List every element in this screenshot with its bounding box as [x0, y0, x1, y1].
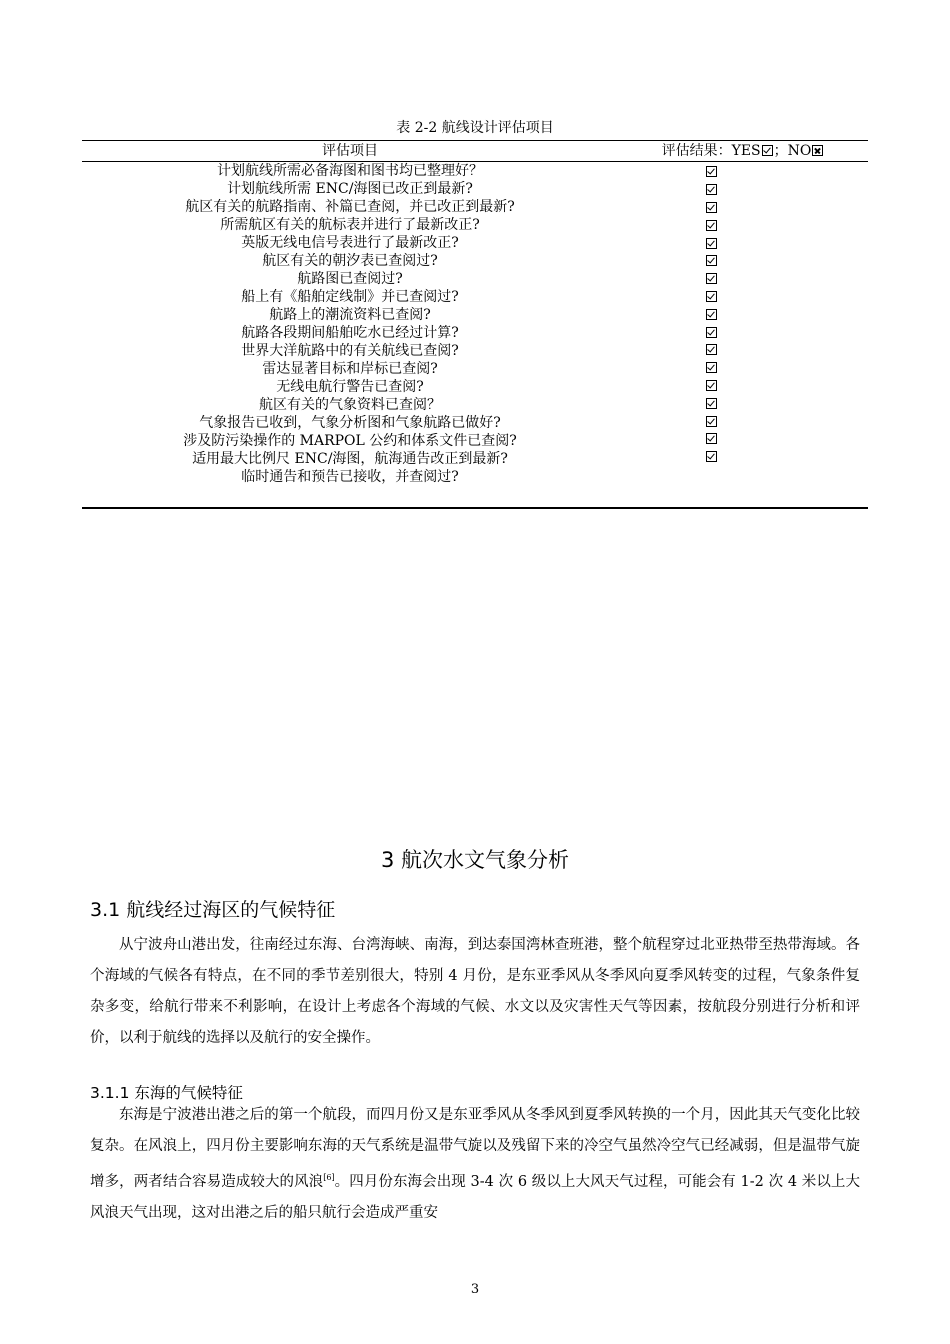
checked-box-icon: [706, 344, 717, 355]
header-result-prefix: 评估结果：YES: [661, 143, 761, 159]
table-row-item: 航区有关的航路指南、补篇已查阅，并已改正到最新?: [185, 199, 515, 215]
table-row-item: 无线电航行警告已查阅?: [276, 379, 424, 395]
table-row-item: 航区有关的气象资料已查阅？: [259, 397, 441, 413]
subsection-paragraph-part1: 东海是宁波港出港之后的第一个航段，而四月份又是东亚季风从冬季风到夏季风转换的一个月，因此其天气变化比较复杂。在风浪上，四月份主要影响东海的天气系统是温带气旋以及残留下来的冷空气虽然冷空气已经减弱，但是温带气旋增多，两者结合容易造成较大的风浪: [90, 1107, 860, 1190]
header-result-sep: ；NO: [773, 143, 812, 159]
table-row-result: [704, 430, 718, 448]
table-row-item: 涉及防污染操作的 MARPOL 公约和体系文件已查阅?: [183, 433, 517, 449]
table-top-rule: [82, 140, 868, 141]
citation-ref: [6]: [323, 1173, 335, 1182]
checked-box-icon: [706, 398, 717, 409]
table-row-item: 船上有《船舶定线制》并已查阅过?: [241, 289, 459, 305]
table-row-item: 世界大洋航路中的有关航线已查阅?: [241, 343, 459, 359]
checked-box-icon: [706, 202, 717, 213]
table-row-item: 雷达显著目标和岸标已查阅?: [262, 361, 438, 377]
section-paragraph: 从宁波舟山港出发，往南经过东海、台湾海峡、南海，到达泰国湾林查班港，整个航程穿过北亚热带至热带海域。各个海域的气候各有特点，在不同的季节差别很大，特别 4 月份，是东亚季风从冬季风向夏季风转变的过程，气象条件复杂多变，给航行带来不利影响，在设计上考虑各个海域的气候、水文以及灾害性天气等因素，按航段分别进行分析和评价，以利于航线的选择以及航行的安全操作。: [90, 937, 860, 1046]
table-row-item: 航路上的潮流资料已查阅?: [269, 307, 431, 323]
chapter-title: 3 航次水文气象分析: [380, 848, 570, 872]
table-row-result: [704, 323, 718, 341]
table-row-item: 航区有关的朝汐表已查阅过?: [262, 253, 438, 269]
table-row-item: 所需航区有关的航标表并进行了最新改正?: [220, 217, 480, 233]
checked-box-icon: [706, 327, 717, 338]
table-results: [704, 163, 718, 466]
checked-box-icon: [706, 220, 717, 231]
table-row-item: 航路图已查阅过?: [297, 271, 403, 287]
table-row-result: [704, 216, 718, 234]
table-row-result: [704, 377, 718, 395]
table-row-result: [704, 359, 718, 377]
table-row-result: [704, 270, 718, 288]
table-row-item: 临时通告和预告已接收，并查阅过?: [241, 469, 459, 485]
checked-box-icon: [706, 362, 717, 373]
table-row-result: [704, 234, 718, 252]
header-result: [618, 142, 868, 160]
table-row-item: 适用最大比例尺 ENC/海图，航海通告改正到最新?: [192, 451, 508, 467]
checked-box-icon: [706, 309, 717, 320]
table-row-item: 气象报告已收到，气象分析图和气象航路已做好?: [199, 415, 501, 431]
check-yes-icon: [762, 145, 773, 156]
checked-box-icon: [706, 380, 717, 391]
checked-box-icon: [706, 416, 717, 427]
table-bottom-rule: [82, 507, 868, 509]
page-number: 3: [470, 1282, 480, 1297]
table-row-item: 航路各段期间船舶吃水已经过计算?: [241, 325, 459, 341]
check-no-icon: [812, 145, 823, 156]
subsection-paragraph: [90, 1100, 860, 1229]
table-row-result: [704, 163, 718, 181]
table-items: [82, 162, 618, 486]
checked-box-icon: [706, 273, 717, 284]
table-caption: 表 2-2 航线设计评估项目: [396, 120, 554, 136]
table-row-item: 计划航线所需 ENC/海图已改正到最新?: [227, 181, 473, 197]
checked-box-icon: [706, 451, 717, 462]
table-row-result: [704, 199, 718, 217]
checked-box-icon: [706, 433, 717, 444]
table-row-result: [704, 412, 718, 430]
table-row-result: [704, 305, 718, 323]
checked-box-icon: [706, 166, 717, 177]
subsection-title: 3.1.1 东海的气候特征: [90, 1084, 243, 1102]
header-item: 评估项目: [322, 143, 378, 159]
checked-box-icon: [706, 184, 717, 195]
table-row-result: [704, 341, 718, 359]
table-row-result: [704, 181, 718, 199]
checked-box-icon: [706, 291, 717, 302]
section-title: 3.1 航线经过海区的气候特征: [90, 899, 336, 921]
table-row-result: [704, 394, 718, 412]
subsection-paragraph-part2: 。四月份东海会出现 3-4 次 6 级以上大风天气过程，可能会有 1-2 次 4 米以上大风浪天气出现，这对出港之后的船只航行会造成严重安: [90, 1174, 860, 1221]
table-row-item: 英版无线电信号表进行了最新改正?: [241, 235, 459, 251]
table-row-item: 计划航线所需必备海图和图书均已整理好？: [217, 163, 483, 179]
checked-box-icon: [706, 238, 717, 249]
table-row-result: [704, 448, 718, 466]
table-row-result: [704, 252, 718, 270]
checked-box-icon: [706, 255, 717, 266]
table-row-result: [704, 288, 718, 306]
